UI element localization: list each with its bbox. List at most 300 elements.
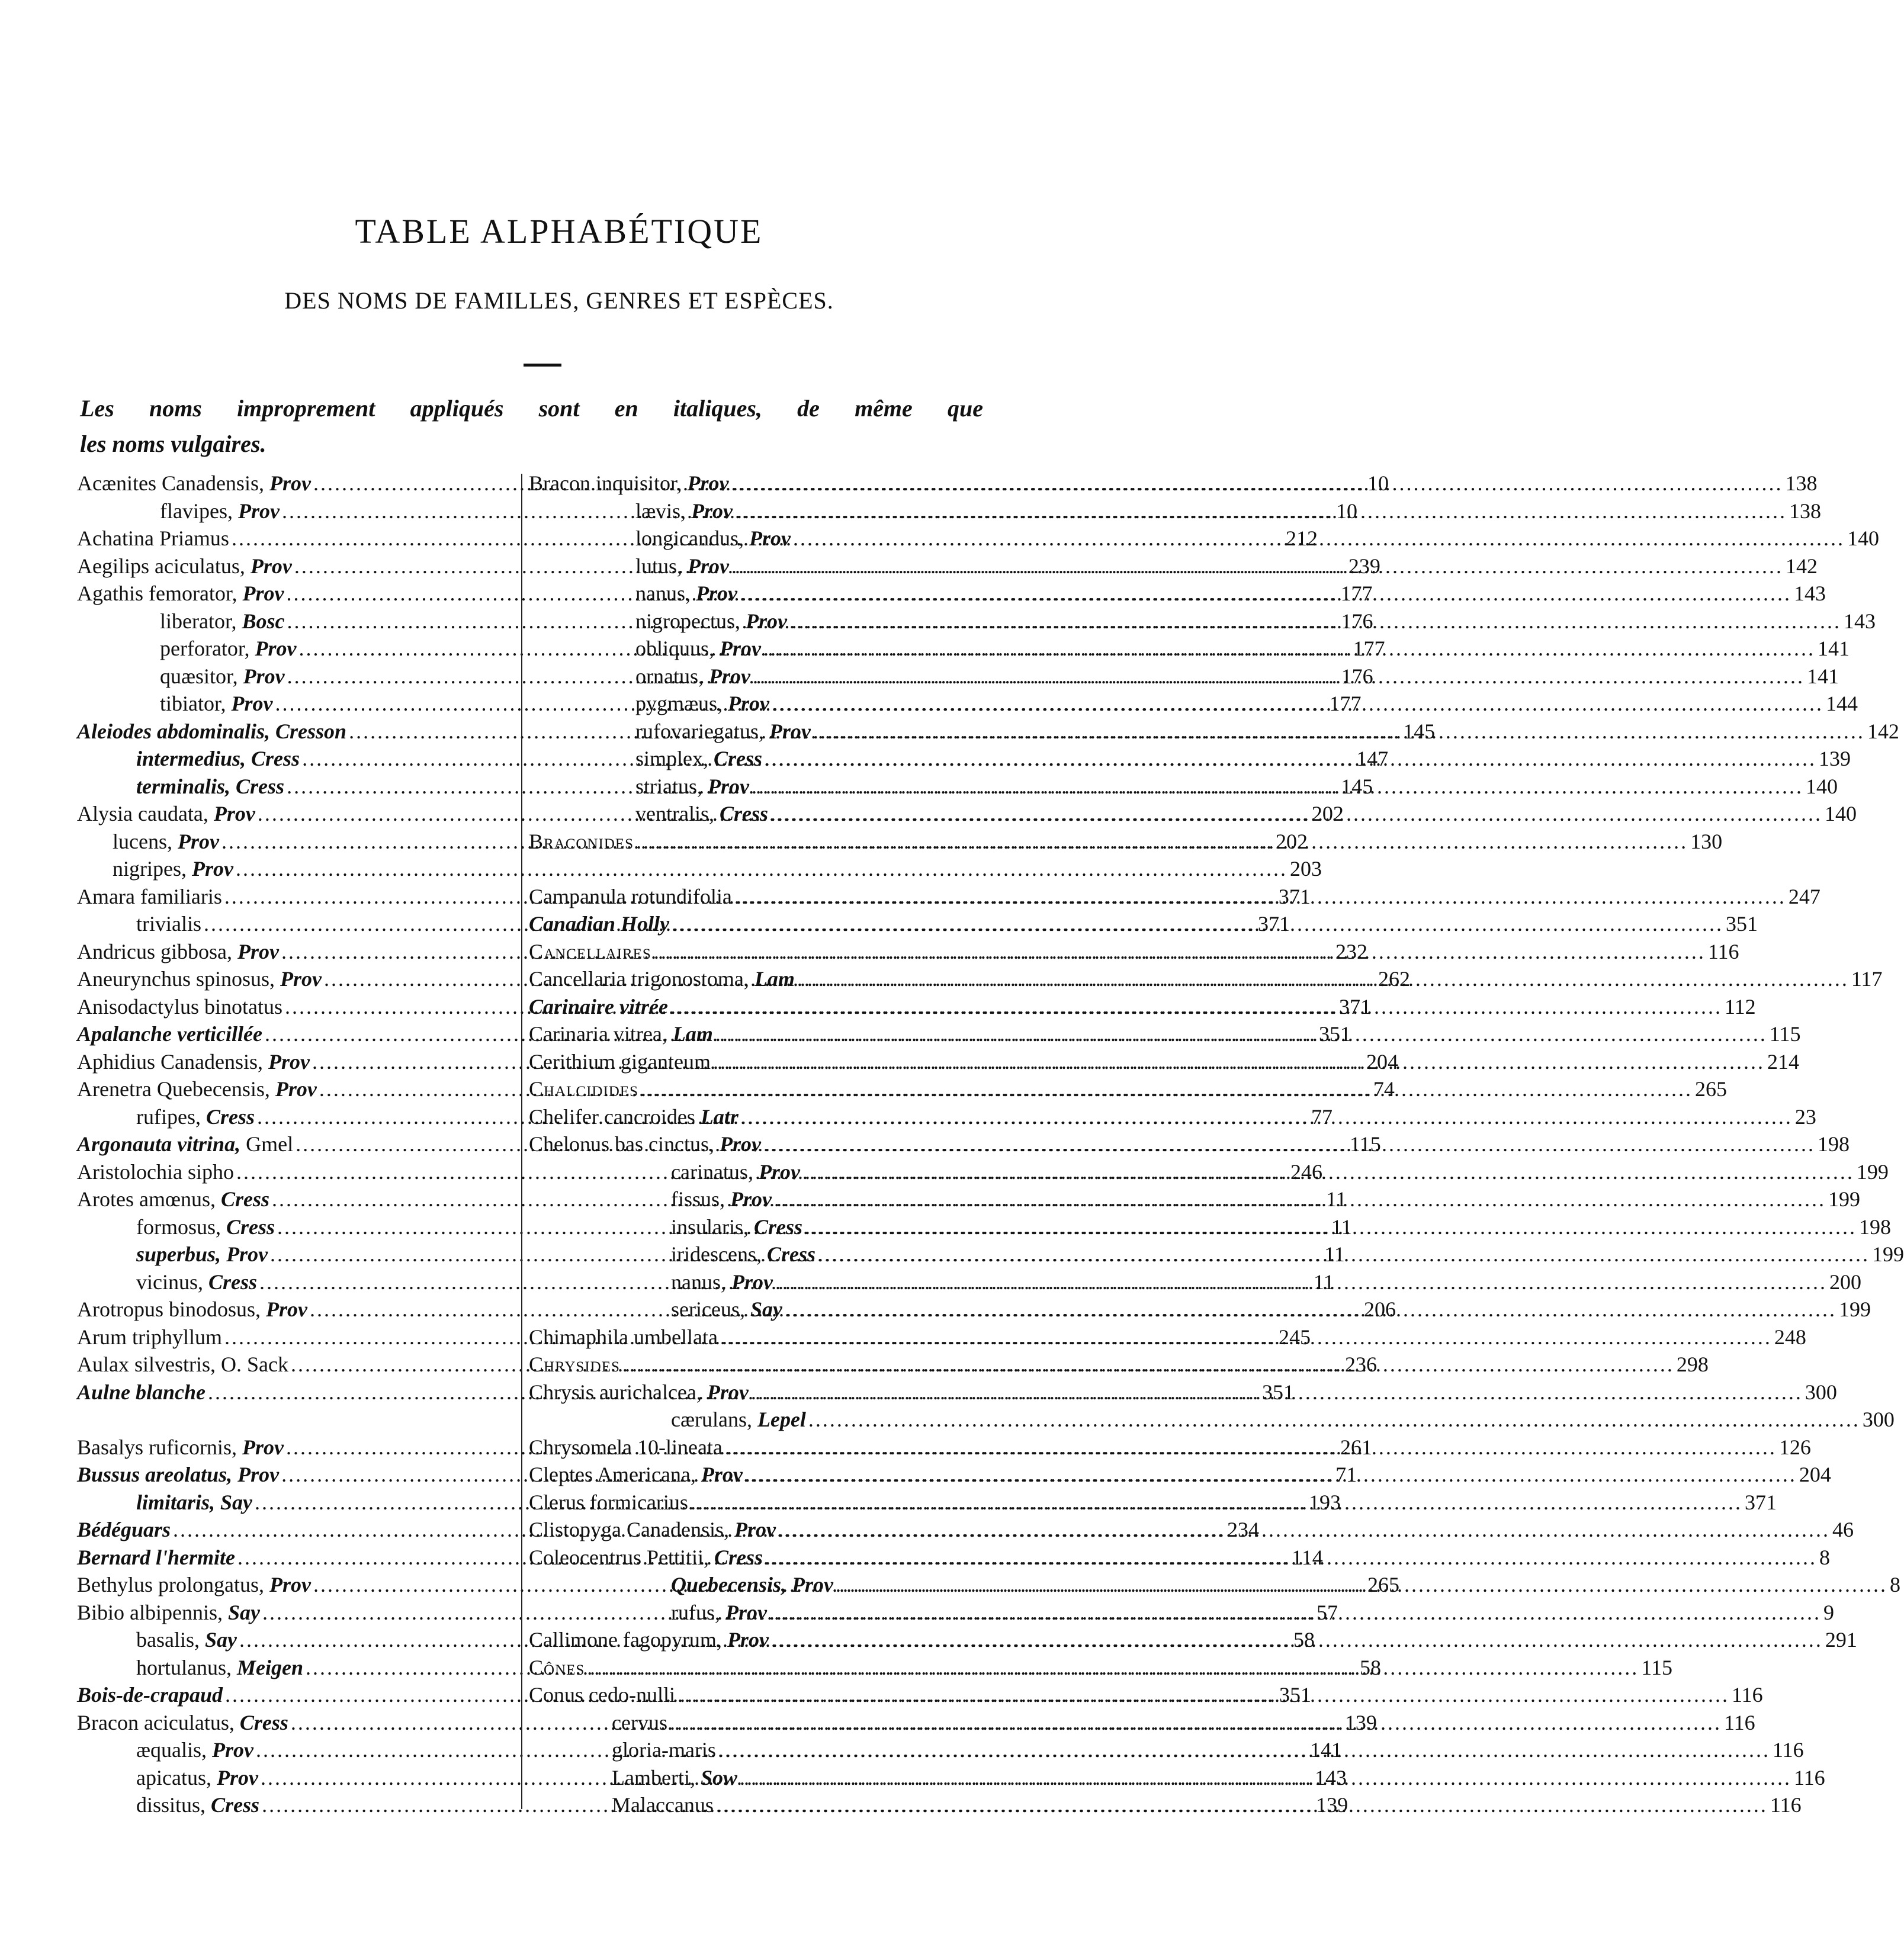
entry-text: Arotropus binodosus, — [77, 1297, 267, 1321]
entry-text: Aulax silvestris, O. Sack — [77, 1353, 288, 1376]
entry-text: Lamberti, — [612, 1765, 701, 1790]
entry-text: nigripes, — [113, 857, 192, 881]
page-number: 199 — [1871, 1242, 1904, 1266]
page-number: 371 — [1338, 994, 1371, 1019]
entry-name — [136, 745, 300, 773]
page-number: 126 — [1778, 1435, 1811, 1459]
entry-text: formosus, — [136, 1215, 226, 1239]
dot-leader — [791, 525, 1845, 552]
entry-text: Bethylus prolongatus, — [77, 1573, 269, 1596]
page-number: 141 — [1310, 1738, 1342, 1762]
page-number: 247 — [1788, 884, 1820, 908]
entry-text: perforator, — [160, 637, 255, 660]
dot-leader — [769, 1626, 1823, 1654]
entry-name — [113, 855, 233, 883]
page-number: 11 — [1331, 1215, 1352, 1239]
entry-name — [529, 1544, 763, 1572]
dot-leader — [772, 1186, 1826, 1213]
entry-name — [160, 608, 285, 635]
entry-text: Arum triphyllum — [77, 1325, 222, 1349]
entry-italic-text: Aulne blanche — [77, 1380, 206, 1404]
entry-author: Prov — [720, 637, 761, 660]
entry-author: Lepel — [757, 1408, 806, 1431]
page-number: 202 — [1275, 829, 1308, 853]
entry-author: Prov — [727, 1628, 769, 1652]
dot-leader — [802, 1213, 1857, 1241]
family-name: Braconides — [529, 829, 634, 853]
entry-name — [136, 1736, 253, 1764]
entry-text: Aphidius Canadensis, — [77, 1049, 268, 1074]
dot-leader — [634, 828, 1688, 856]
page-number: 139 — [1316, 1793, 1348, 1817]
entry-author: Say — [750, 1297, 782, 1321]
page-number: 371 — [1258, 912, 1290, 936]
family-name: Chalcidides — [529, 1077, 638, 1101]
entry-name — [77, 1186, 269, 1213]
entry-italic-text: Bussus areolatus, — [77, 1463, 238, 1486]
entry-text: trivialis — [136, 912, 201, 936]
page-number: 176 — [1341, 609, 1373, 633]
entry-italic-text: Bernard l'hermite — [77, 1545, 236, 1569]
entry-name — [529, 993, 668, 1021]
entry-italic-text: terminalis, — [136, 774, 236, 798]
entry-text: flavipes, — [160, 499, 238, 523]
entry-italic-text: limitaris, — [136, 1490, 221, 1514]
dot-leader — [651, 938, 1706, 966]
entry-name — [529, 938, 651, 966]
entry-name — [529, 470, 729, 497]
entry-name — [612, 1736, 716, 1764]
dot-leader — [737, 1764, 1791, 1792]
entry-author: Prov — [728, 692, 770, 715]
entry-author: Cress — [211, 1793, 260, 1817]
entry-text: Cerithium giganteum — [529, 1049, 711, 1074]
entry-text: Acænites Canadensis, — [77, 471, 269, 495]
entry-name — [77, 1544, 235, 1572]
page-number: 23 — [1794, 1104, 1816, 1129]
entry-author: Prov — [769, 719, 811, 743]
entry-author: Prov — [701, 1463, 743, 1486]
entry-author: Prov — [226, 1242, 268, 1266]
page-number: 371 — [1278, 884, 1311, 908]
dot-leader — [638, 1075, 1693, 1103]
page-number: 140 — [1805, 774, 1838, 798]
entry-text: Anisodactylus binotatus — [77, 994, 282, 1019]
page-number: 177 — [1340, 582, 1373, 605]
entry-name — [529, 883, 732, 911]
family-name: Chrysides — [529, 1353, 620, 1376]
entry-name — [529, 1323, 718, 1351]
entry-text: Bibio albipennis, — [77, 1600, 228, 1624]
entry-author: Cress — [239, 1710, 288, 1734]
entry-author: Prov — [280, 967, 322, 991]
entry-text: fissus, — [671, 1187, 731, 1211]
dot-leader — [667, 1709, 1722, 1737]
page-number: 199 — [1856, 1159, 1889, 1184]
dot-leader — [732, 883, 1786, 911]
page-number: 9 — [1823, 1600, 1834, 1624]
entry-name — [671, 1406, 806, 1434]
entry-name — [77, 718, 346, 746]
entry-author: Prov — [745, 609, 787, 633]
entry-text: vicinus, — [136, 1270, 208, 1294]
entry-name — [77, 1130, 293, 1158]
entry-name — [77, 1075, 317, 1103]
entry-name — [635, 580, 737, 608]
index-spacer — [77, 1406, 517, 1434]
page-number: 200 — [1829, 1270, 1861, 1294]
page-number: 145 — [1341, 774, 1373, 798]
dot-leader — [711, 1048, 1765, 1076]
entry-author: Prov — [719, 1132, 761, 1156]
title-rule — [524, 364, 561, 367]
page-number: 145 — [1403, 719, 1436, 743]
entry-name — [160, 663, 285, 690]
entry-name — [635, 635, 761, 663]
entry-text: iridescens, — [671, 1242, 767, 1266]
entry-name — [77, 552, 292, 580]
page-number: 138 — [1785, 471, 1818, 495]
entry-name — [77, 1516, 171, 1544]
entry-author: Cress — [714, 1545, 763, 1569]
column-divider — [521, 474, 522, 1809]
page-number: 116 — [1794, 1765, 1825, 1790]
entry-italic-text: Quebecensis, — [671, 1573, 792, 1596]
page-number: 203 — [1289, 857, 1322, 881]
page-number: 144 — [1826, 692, 1858, 715]
page-number: 246 — [1290, 1159, 1322, 1184]
entry-author: Prov — [191, 857, 233, 881]
dot-leader — [729, 470, 1783, 497]
page-number: 265 — [1367, 1573, 1399, 1596]
entry-text: Chelifer cancroides — [529, 1104, 701, 1129]
entry-text: Arenetra Quebecensis, — [77, 1077, 275, 1101]
page-number: 46 — [1832, 1518, 1854, 1541]
index-spacer — [529, 855, 971, 883]
page-number: 198 — [1817, 1132, 1850, 1156]
dot-leader — [769, 690, 1823, 718]
entry-text: rufovariegatus, — [635, 719, 769, 743]
dot-leader — [767, 1599, 1821, 1627]
entry-text: Bracon aciculatus, — [77, 1710, 240, 1734]
entry-author: Prov — [237, 1463, 280, 1486]
page-number: 351 — [1726, 912, 1758, 936]
page-number: 147 — [1356, 747, 1389, 770]
entry-text: nanus, — [671, 1270, 731, 1294]
page-number: 140 — [1825, 802, 1857, 825]
dot-leader — [737, 580, 1791, 608]
entry-author: Say — [220, 1490, 253, 1514]
entry-name — [612, 1709, 667, 1737]
entry-name — [77, 938, 279, 966]
page-number: 300 — [1805, 1380, 1837, 1404]
page-number: 298 — [1676, 1353, 1709, 1376]
entry-name — [160, 635, 296, 663]
entry-text: liberator, — [160, 609, 242, 633]
entry-name — [77, 1296, 307, 1323]
page-number: 239 — [1348, 554, 1380, 578]
entry-name — [77, 1020, 262, 1048]
entry-text: Cancellaria trigonostoma, — [529, 967, 754, 991]
entry-name — [529, 1626, 769, 1654]
entry-name — [136, 1241, 268, 1268]
entry-text: lutus, — [635, 554, 688, 578]
entry-name — [671, 1186, 772, 1213]
entry-text: nanus, — [635, 582, 696, 605]
page-number: 199 — [1828, 1187, 1861, 1211]
entry-name — [529, 1461, 743, 1489]
entry-author: Prov — [269, 1573, 311, 1596]
entry-name — [77, 993, 282, 1021]
entry-author: Prov — [243, 664, 285, 688]
entry-text: carinatus, — [671, 1159, 759, 1184]
entry-author: Prov — [691, 499, 733, 523]
entry-text: gloria-maris — [612, 1738, 716, 1762]
entry-text: Alysia caudata, — [77, 802, 214, 825]
entry-text: rufus, — [671, 1600, 725, 1624]
page-number: 261 — [1340, 1435, 1372, 1459]
dot-leader — [749, 773, 1803, 801]
entry-text: ventralis, — [635, 802, 720, 825]
entry-name — [77, 525, 229, 552]
entry-name — [671, 1158, 800, 1186]
entry-name — [529, 1048, 711, 1076]
page-number: 8 — [1819, 1545, 1830, 1569]
entry-author: Cress — [754, 1215, 803, 1239]
page-number: 214 — [1767, 1049, 1799, 1074]
entry-author: Meigen — [236, 1655, 303, 1679]
entry-text: quæsitor, — [160, 664, 243, 688]
page-number: 204 — [1799, 1463, 1831, 1486]
entry-name — [635, 497, 733, 525]
entry-name — [671, 1571, 833, 1599]
family-name: Cônes — [529, 1655, 585, 1679]
entry-author: Prov — [708, 774, 749, 798]
page-number: 10 — [1335, 499, 1357, 523]
entry-name — [77, 1434, 284, 1461]
page-number: 57 — [1317, 1600, 1338, 1624]
page-number: 351 — [1318, 1022, 1351, 1046]
dot-leader — [761, 635, 1815, 663]
page-number: 351 — [1279, 1683, 1311, 1707]
dot-leader — [688, 1489, 1742, 1517]
page-title: TABLE ALPHABÉTIQUE — [355, 212, 763, 250]
entry-text: cervus — [612, 1710, 667, 1734]
entry-text: Chelonus bas cinctus, — [529, 1132, 720, 1156]
dot-leader — [675, 1681, 1729, 1709]
dot-leader — [718, 1323, 1772, 1351]
entry-text: Arotes amœnus, — [77, 1187, 221, 1211]
page-subtitle: DES NOMS DE FAMILLES, GENRES ET ESPÈCES. — [284, 287, 834, 314]
entry-text: longicandus, — [635, 526, 749, 550]
entry-name — [77, 1048, 310, 1076]
page-number: 117 — [1851, 967, 1883, 991]
entry-italic-text: intermedius, — [136, 747, 252, 770]
entry-italic-text: Argonauta vitrina, — [77, 1132, 246, 1156]
entry-author: Prov — [237, 939, 279, 963]
entry-text: Campanula rotundifolia — [529, 884, 732, 908]
entry-author: Prov — [687, 471, 729, 495]
entry-text: Bracon inquisitor, — [529, 471, 688, 495]
page-number: 141 — [1818, 637, 1850, 660]
page-number: 116 — [1707, 939, 1739, 963]
page-number: 77 — [1311, 1104, 1333, 1129]
page-number: 248 — [1774, 1325, 1806, 1349]
entry-author: Prov — [275, 1077, 317, 1101]
entry-name — [160, 690, 273, 718]
page-number: 140 — [1847, 526, 1879, 550]
page-number: 143 — [1793, 582, 1826, 605]
entry-author: Sow — [700, 1765, 737, 1790]
dot-leader — [729, 552, 1783, 580]
page-number: 206 — [1364, 1297, 1396, 1321]
entry-text: Agathis femorator, — [77, 582, 243, 605]
page-number: 199 — [1838, 1297, 1871, 1321]
entry-author: Prov — [237, 499, 280, 523]
index-entry — [529, 1406, 1895, 1434]
page-number: 130 — [1690, 829, 1723, 853]
page-number: 141 — [1806, 664, 1839, 688]
entry-text: lucens, — [113, 829, 178, 853]
page-number: 116 — [1723, 1710, 1755, 1734]
page-number: 204 — [1366, 1049, 1398, 1074]
page-number: 116 — [1770, 1793, 1802, 1817]
entry-text: rufipes, — [136, 1104, 206, 1129]
entry-name — [136, 1654, 303, 1682]
entry-name — [77, 1158, 234, 1186]
page-number: 142 — [1786, 554, 1818, 578]
entry-name — [671, 1241, 815, 1268]
entry-name — [136, 1489, 252, 1517]
entry-text: Amara familiaris — [77, 884, 222, 908]
dot-leader — [806, 1406, 1860, 1434]
entry-name — [635, 608, 787, 635]
entry-author: Prov — [269, 471, 311, 495]
entry-name — [635, 800, 768, 828]
entry-name — [635, 552, 729, 580]
entry-author: Prov — [177, 829, 219, 853]
page-number: 114 — [1292, 1545, 1323, 1569]
dot-leader — [723, 1434, 1777, 1461]
page-number: 116 — [1731, 1683, 1763, 1707]
dot-leader — [811, 718, 1865, 746]
page-number: 74 — [1373, 1077, 1395, 1101]
entry-text: Chrysis aurichalcea, — [529, 1380, 707, 1404]
entry-author: Cress — [226, 1215, 275, 1239]
page-number: 11 — [1314, 1270, 1334, 1294]
entry-text: lævis, — [635, 499, 692, 523]
entry-author: Cress — [251, 747, 300, 770]
entry-author: Prov — [730, 1187, 772, 1211]
entry-italic-text: Bois-de-crapaud — [77, 1683, 223, 1707]
entry-name — [529, 1681, 675, 1709]
page-number: 116 — [1772, 1738, 1804, 1762]
entry-italic-text: Carinaire vitrée — [529, 994, 668, 1019]
entry-text: ornatus, — [635, 664, 709, 688]
entry-author: Cress — [236, 774, 285, 798]
entry-name — [136, 1764, 258, 1792]
entry-name — [529, 1130, 761, 1158]
entry-name — [671, 1296, 782, 1323]
entry-text: pygmæus, — [635, 692, 728, 715]
entry-author: Prov — [216, 1765, 258, 1790]
dot-leader — [739, 1103, 1793, 1131]
dot-leader — [668, 993, 1722, 1021]
entry-name — [635, 745, 762, 773]
dot-leader — [713, 1020, 1767, 1048]
dot-leader — [743, 1461, 1797, 1489]
entry-name — [136, 910, 201, 938]
entry-name — [77, 883, 222, 911]
entry-name — [77, 1379, 206, 1406]
page-number: 234 — [1227, 1518, 1260, 1541]
entry-name — [529, 1516, 776, 1544]
entry-name — [77, 1709, 288, 1737]
page-number: 58 — [1359, 1655, 1381, 1679]
entry-text: Conus cedo-nulli — [529, 1683, 675, 1707]
page-number: 245 — [1279, 1325, 1311, 1349]
entry-text: æqualis, — [136, 1738, 213, 1762]
page-number: 115 — [1641, 1655, 1672, 1679]
entry-text: Achatina Priamus — [77, 526, 229, 550]
entry-author: Cress — [766, 1242, 815, 1266]
page-number: 176 — [1341, 664, 1373, 688]
entry-author: Lam — [672, 1022, 713, 1046]
entry-name — [671, 1599, 767, 1627]
entry-text: Basalys ruficornis, — [77, 1435, 242, 1459]
entry-name — [635, 773, 749, 801]
entry-author: Prov — [268, 1049, 310, 1074]
entry-name — [612, 1791, 714, 1819]
page-number: 212 — [1285, 526, 1318, 550]
entry-italic-text: Apalanche verticillée — [77, 1022, 262, 1046]
entry-text: Aneurynchus spinosus, — [77, 967, 280, 991]
entry-text: insularis, — [671, 1215, 754, 1239]
index-entry — [77, 855, 1322, 883]
entry-author: Prov — [707, 1380, 749, 1404]
page-number: 262 — [1378, 967, 1410, 991]
note-line-1: Les noms improprement appliqués sont en italiques, de même que — [80, 395, 983, 422]
entry-text: dissitus, — [136, 1793, 211, 1817]
entry-text: Coleocentrus Pettitii, — [529, 1545, 714, 1569]
entry-name — [136, 1626, 237, 1654]
dot-leader — [749, 1379, 1803, 1406]
entry-author: Say — [228, 1600, 260, 1624]
page-number: 351 — [1262, 1380, 1295, 1404]
page-number: 115 — [1769, 1022, 1801, 1046]
page-number: 177 — [1329, 692, 1362, 715]
entry-name — [635, 690, 769, 718]
entry-author: Prov — [242, 582, 284, 605]
entry-name — [635, 663, 750, 690]
page-number: 177 — [1353, 637, 1385, 660]
entry-name — [529, 1351, 620, 1379]
entry-author: Prov — [731, 1270, 773, 1294]
dot-leader — [669, 910, 1723, 938]
page-number: 11 — [1326, 1187, 1347, 1211]
entry-author: Latr — [700, 1104, 739, 1129]
entry-italic-text: Bédéguars — [77, 1518, 171, 1541]
entry-name — [612, 1764, 737, 1792]
entry-name — [529, 965, 795, 993]
page-number: 193 — [1309, 1490, 1341, 1514]
page-number: 143 — [1314, 1765, 1347, 1790]
entry-text: striatus, — [635, 774, 708, 798]
entry-text: nigropectus, — [635, 609, 746, 633]
dot-leader — [768, 800, 1822, 828]
page-number: 300 — [1862, 1408, 1895, 1431]
entry-name — [77, 1351, 288, 1379]
